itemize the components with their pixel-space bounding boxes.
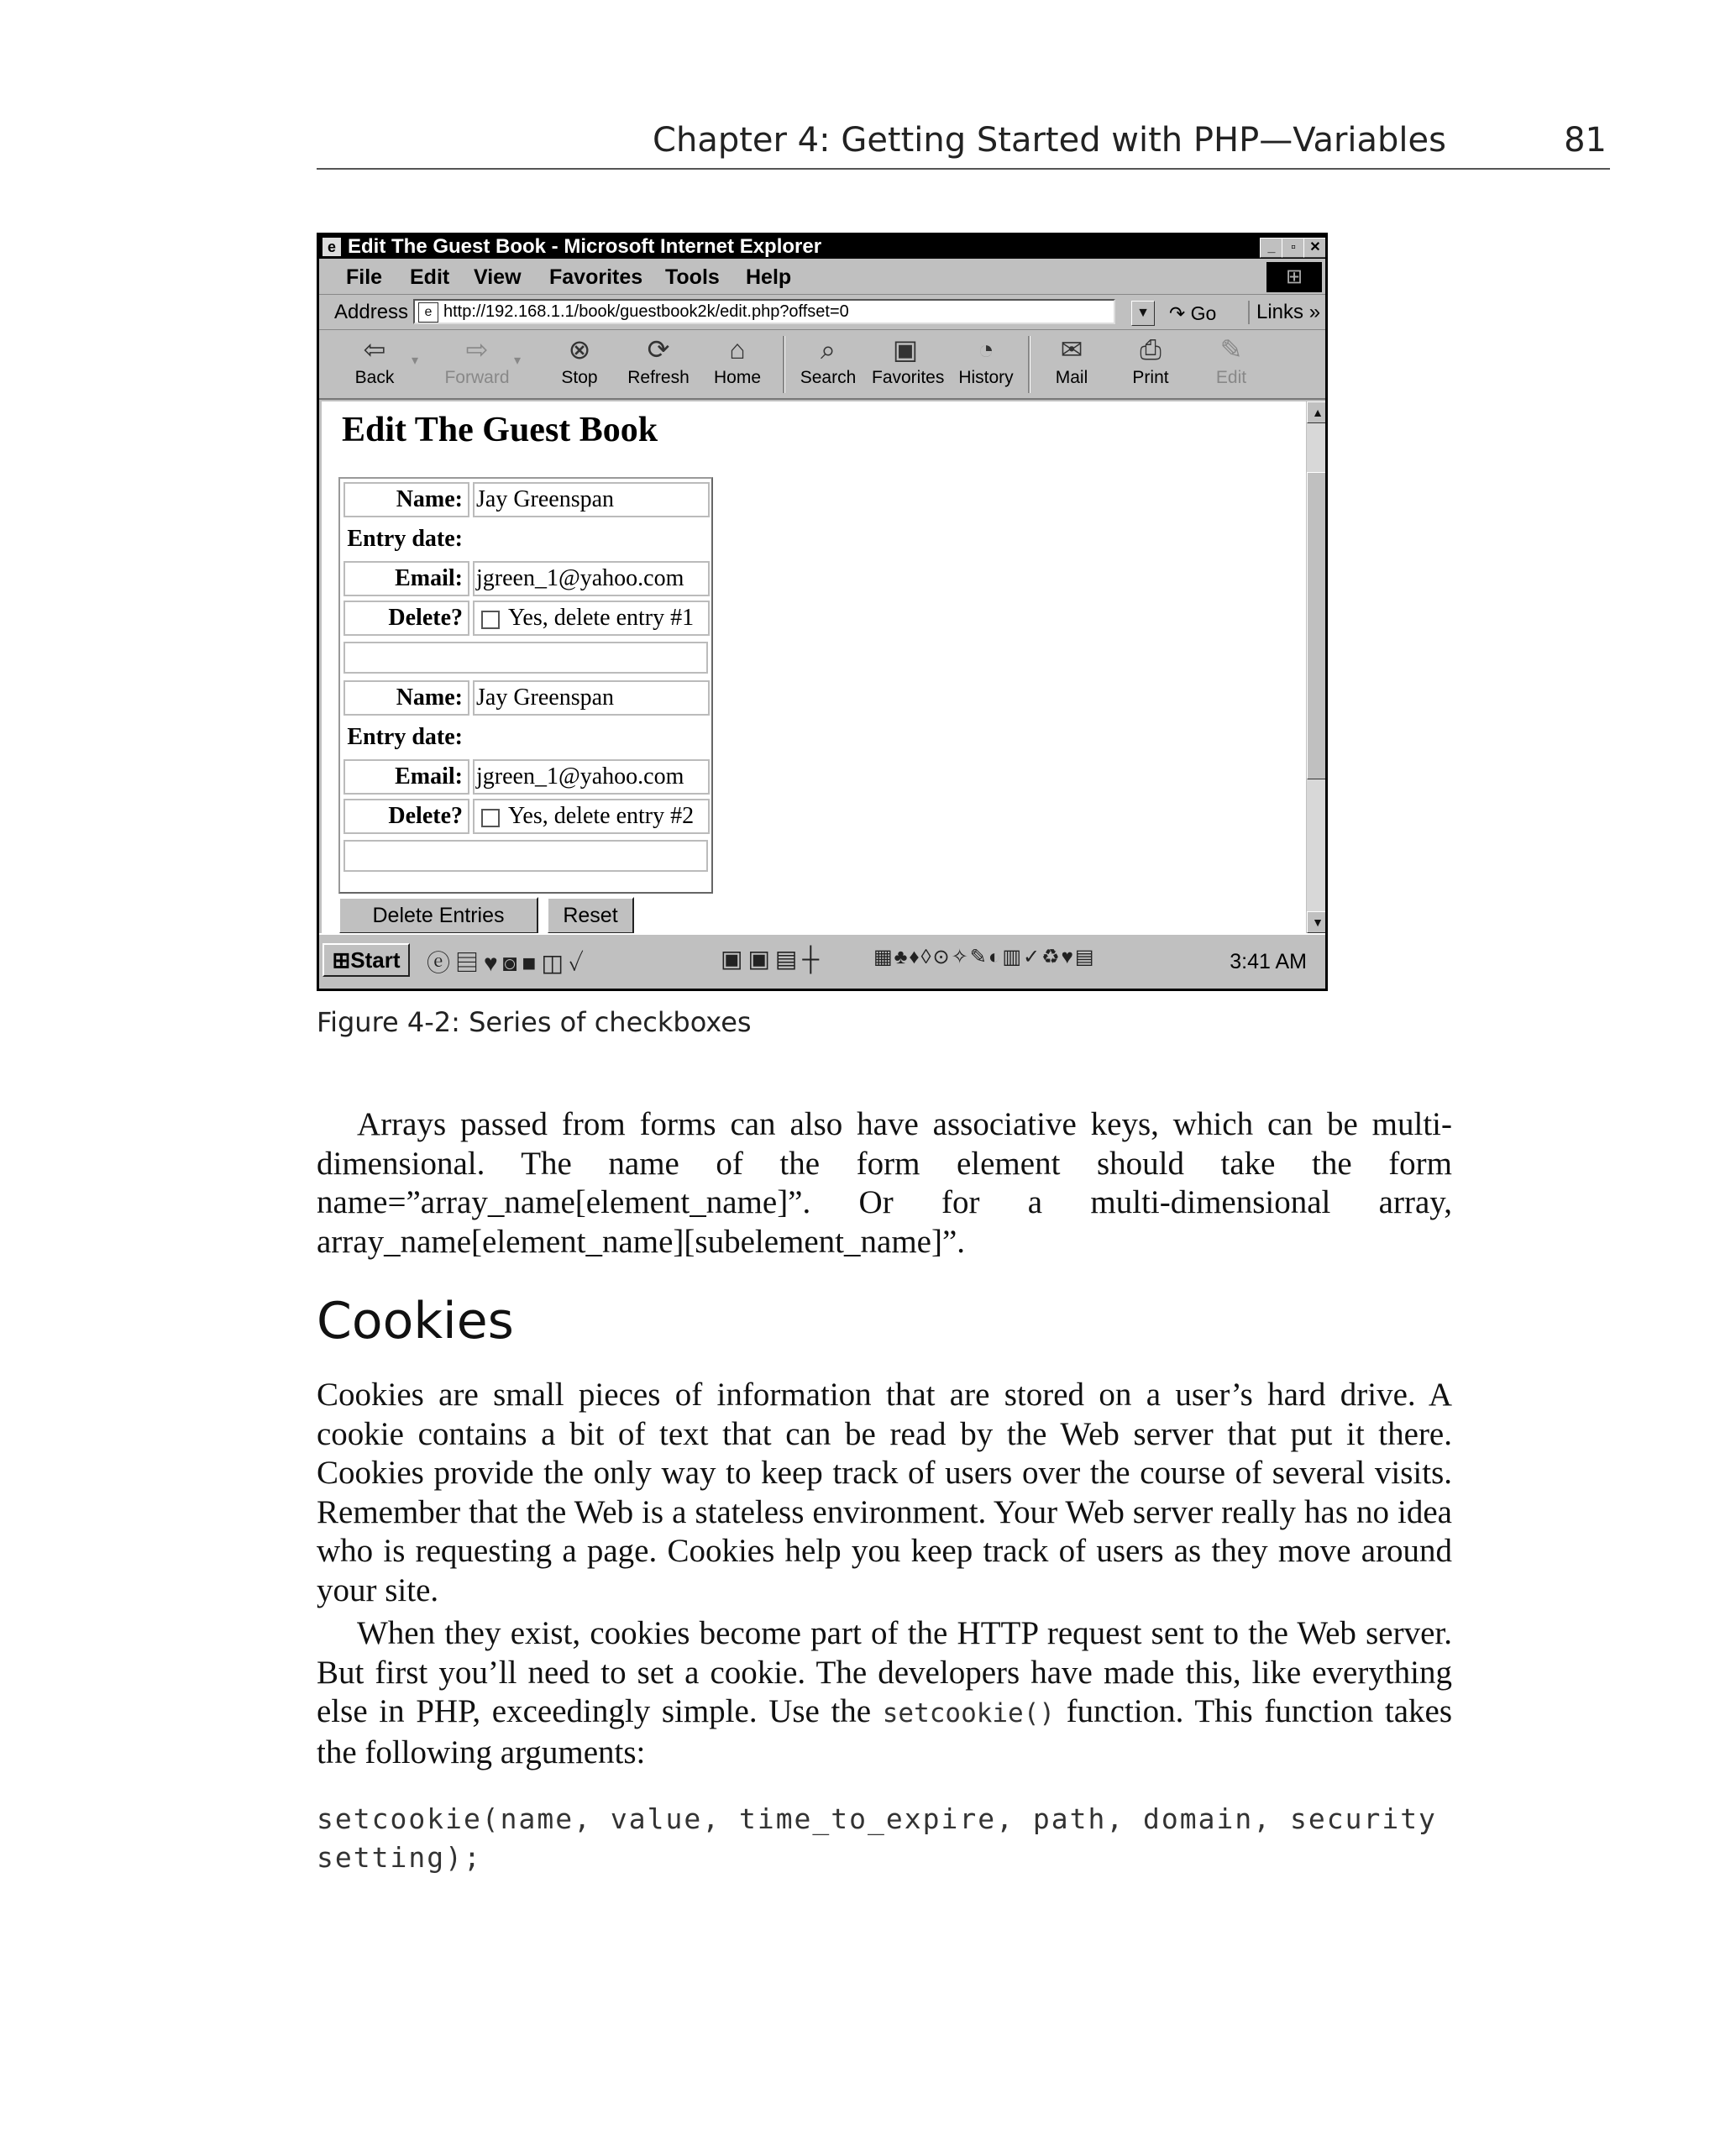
scroll-up-icon[interactable]: ▲: [1307, 401, 1328, 423]
menu-view[interactable]: View: [474, 265, 522, 289]
ie-icon: e: [322, 238, 341, 256]
figure-caption: Figure 4-2: Series of checkboxes: [317, 1006, 752, 1038]
mail-icon: ✉: [1060, 334, 1083, 365]
entry-date-value: [473, 522, 710, 557]
delete-label: Delete?: [343, 799, 469, 834]
back-dropdown-icon[interactable]: ▾: [411, 354, 419, 368]
window-title: Edit The Guest Book - Microsoft Internet Explorer: [348, 235, 822, 258]
guestbook-table: [338, 477, 713, 894]
chapter-title: Chapter 4: Getting Started with PHP—Variables: [653, 121, 1446, 160]
page-number: 81: [1564, 121, 1607, 160]
entry-separator: [343, 840, 708, 872]
close-icon[interactable]: ✕: [1303, 238, 1327, 258]
menu-file[interactable]: File: [346, 265, 383, 289]
delete-checkbox-text: Yes, delete entry #2: [508, 803, 695, 829]
search-button[interactable]: ⌕ Search: [794, 331, 862, 388]
favorites-folder-icon: ▣: [892, 334, 919, 365]
menu-tools[interactable]: Tools: [665, 265, 720, 289]
email-value: jgreen_1@yahoo.com: [473, 561, 710, 596]
links-button[interactable]: Links »: [1248, 301, 1320, 324]
paragraph-text: Cookies are small pieces of information that are stored on a user’s hard drive. A cookie contains a bit of text that can be read by the Web server that put it there. Cookies provide the only way to keep track of users over the course of several visits. Remember that the Web is a stateless environment. Your Web server really has no idea who is requesting a page. Cookies help you keep track of users as they move around your site.: [317, 1377, 1452, 1608]
delete-entries-button[interactable]: Delete Entries: [338, 897, 538, 934]
back-button[interactable]: ⇦ Back: [341, 331, 408, 388]
entry-date-label: Entry date:: [347, 724, 463, 750]
refresh-button[interactable]: ⟳ Refresh: [625, 331, 692, 388]
back-arrow-icon: ⇦: [363, 334, 386, 365]
toolbar-separator: [783, 336, 785, 393]
edit-icon: ✎: [1219, 334, 1243, 365]
delete-label: Delete?: [343, 601, 469, 636]
browser-window: [317, 233, 1328, 991]
inline-code: setcookie(): [882, 1698, 1056, 1728]
address-label: Address: [334, 301, 409, 323]
restore-icon[interactable]: ▫: [1282, 238, 1305, 258]
printer-icon: ⎙: [1140, 334, 1162, 365]
stop-button[interactable]: ⊗ Stop: [546, 331, 613, 388]
search-icon: ⌕: [821, 334, 836, 365]
delete-option: [473, 601, 710, 636]
reset-button[interactable]: Reset: [547, 897, 634, 934]
refresh-icon: ⟳: [647, 334, 670, 365]
delete-checkbox[interactable]: [481, 611, 500, 629]
entry-separator: [343, 642, 708, 674]
text-run: When they exist, cookies become part of the HTTP request sent to the Web server. But first you’ll need to set a cookie. The developers have made this, like everything else in PHP, exceedingly simple. Use the: [317, 1615, 1452, 1729]
home-icon: ⌂: [729, 334, 746, 365]
url-text: http://192.168.1.1/book/guestbook2k/edit.php?offset=0: [443, 302, 849, 321]
name-label: Name:: [343, 680, 469, 716]
paragraph-text: Arrays passed from forms can also have associative keys, which can be multi-dimensional. The name of the form element should take the form name=”array_name[element_name]”. Or for a multi-dimensional array, array_name[element_name][subelement_name]”.: [317, 1106, 1452, 1260]
menu-favorites[interactable]: Favorites: [549, 265, 643, 289]
paragraph-text: [317, 1614, 1452, 1772]
vertical-scrollbar[interactable]: [1307, 401, 1328, 933]
entry-date-label: Entry date:: [347, 526, 463, 552]
address-dropdown-icon[interactable]: ▼: [1131, 301, 1155, 326]
history-icon: ◔: [978, 334, 994, 365]
home-button[interactable]: ⌂ Home: [704, 331, 771, 388]
taskbar-window-icons[interactable]: ▣▣▤┼: [721, 946, 825, 972]
toolbar: [319, 331, 1325, 400]
forward-button[interactable]: ⇨ Forward: [443, 331, 511, 388]
paragraph-setcookie: [317, 1614, 1452, 1772]
email-label: Email:: [343, 759, 469, 795]
name-value: Jay Greenspan: [473, 680, 710, 716]
delete-checkbox[interactable]: [481, 809, 500, 827]
go-label: Go: [1190, 302, 1217, 324]
running-header: [317, 118, 1610, 170]
paragraph-arrays: [317, 1105, 1452, 1262]
title-bar: [319, 235, 1325, 259]
start-label: Start: [350, 947, 401, 973]
section-heading: Cookies: [317, 1292, 514, 1351]
favorites-button[interactable]: ▣ Favorites: [872, 331, 939, 388]
menu-bar: [319, 260, 1325, 295]
page-heading: Edit The Guest Book: [342, 411, 658, 449]
taskbar: [319, 933, 1325, 989]
taskbar-clock: 3:41 AM: [1230, 950, 1307, 973]
code-block: setcookie(name, value, time_to_expire, path, domain, security setting);: [317, 1802, 1437, 1874]
start-button[interactable]: ⊞Start: [322, 943, 410, 977]
stop-icon: ⊗: [568, 334, 591, 365]
email-label: Email:: [343, 561, 469, 596]
page-content: [322, 401, 1306, 933]
address-input[interactable]: [413, 299, 1115, 324]
minimize-icon[interactable]: _: [1260, 238, 1283, 258]
name-label: Name:: [343, 482, 469, 517]
email-value: jgreen_1@yahoo.com: [473, 759, 710, 795]
paragraph-cookies-intro: [317, 1376, 1452, 1610]
toolbar-separator: [1028, 336, 1030, 393]
forward-arrow-icon: ⇨: [465, 334, 489, 365]
print-button[interactable]: ⎙ Print: [1117, 331, 1184, 388]
scroll-down-icon[interactable]: ▼: [1307, 911, 1328, 933]
forward-dropdown-icon[interactable]: ▾: [513, 354, 522, 368]
scroll-thumb[interactable]: [1307, 472, 1328, 779]
text-run: function. This function takes the following arguments:: [317, 1693, 1452, 1770]
go-button[interactable]: ↷ Go: [1169, 302, 1217, 324]
system-tray-icons[interactable]: ▦♣♦◊⊙✧✎◐▥✓♻♥▤: [873, 946, 1096, 968]
windows-logo-icon: ⊞: [1266, 262, 1322, 292]
delete-checkbox-text: Yes, delete entry #1: [508, 605, 695, 631]
page-icon: e: [418, 302, 438, 323]
history-button[interactable]: ◔ History: [952, 331, 1020, 388]
delete-option: [473, 799, 710, 834]
quick-launch-icons[interactable]: ⓔ▤♥◙■◫✓: [427, 950, 589, 976]
entry-date-value: [473, 720, 710, 755]
menu-help[interactable]: Help: [746, 265, 792, 289]
mail-button[interactable]: ✉ Mail: [1038, 331, 1105, 388]
edit-button[interactable]: ✎ Edit: [1198, 331, 1265, 388]
name-value: Jay Greenspan: [473, 482, 710, 517]
menu-edit[interactable]: Edit: [410, 265, 450, 289]
